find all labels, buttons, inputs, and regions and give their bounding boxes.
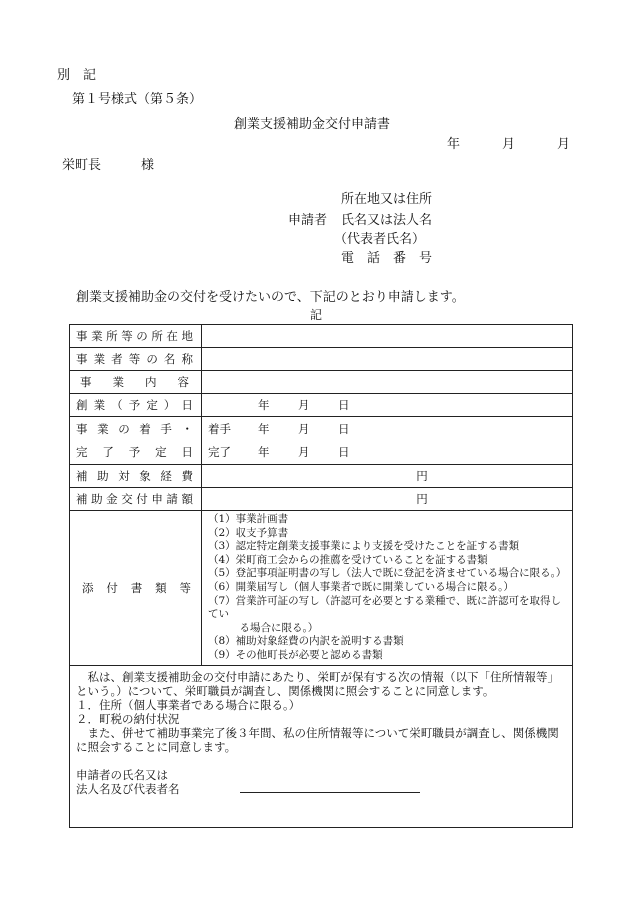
- list-item: る場合に限る。）: [208, 621, 319, 634]
- body-text: 創業支援補助金の交付を受けたいので、下記のとおり申請します。: [76, 290, 465, 305]
- table-row: [70, 511, 573, 666]
- end-date-field[interactable]: [202, 441, 573, 465]
- date-year: 年: [447, 137, 461, 152]
- business-content-label: 事業内容: [70, 371, 202, 394]
- consent-item-2: ２．町税の納付状況: [76, 711, 180, 726]
- list-item: （8）補助対象経費の内訳を説明する書類: [208, 635, 404, 648]
- cost-unit: 円: [416, 469, 428, 483]
- request-label: 補助金交付申請額: [70, 488, 202, 511]
- signature-label-2: 法人名及び代表者名: [76, 781, 180, 796]
- attachments-label: 添付書類等: [70, 511, 202, 666]
- location-field[interactable]: [202, 325, 573, 348]
- end-year: 年: [258, 445, 270, 460]
- consent-section: [70, 665, 573, 827]
- start-end-label-top: 事業の着手・: [70, 417, 202, 441]
- list-item: （9）その他町長が必要と認める書類: [208, 648, 383, 661]
- end-day: 日: [338, 445, 350, 460]
- cost-field[interactable]: [202, 465, 573, 488]
- addressee-suffix: 様: [141, 158, 155, 173]
- founding-date-field[interactable]: [202, 394, 573, 417]
- application-table: [69, 324, 573, 828]
- field-rep-label: （代表者氏名）: [334, 232, 426, 247]
- business-content-field[interactable]: [202, 371, 573, 394]
- list-item: （3）認定特定創業支援事業により支援を受けたことを証する書類: [208, 540, 520, 553]
- table-row: [70, 465, 573, 488]
- table-row: [70, 394, 573, 417]
- end-month: 月: [298, 445, 310, 460]
- page-title: 創業支援補助金交付申請書: [234, 117, 391, 132]
- list-item: （2）収支予算書: [208, 526, 289, 539]
- date-month: 月: [502, 137, 516, 152]
- start-date-field[interactable]: [202, 417, 573, 441]
- start-month: 月: [298, 421, 310, 436]
- start-prefix: 着手: [208, 421, 231, 436]
- addressee: [62, 154, 154, 173]
- start-year: 年: [258, 421, 270, 436]
- appendix-label: 別 記: [57, 68, 97, 83]
- request-unit: 円: [416, 492, 428, 506]
- date-day: 月: [557, 137, 571, 152]
- start-end-label-bottom: 完了予定日: [70, 441, 202, 465]
- end-prefix: 完了: [208, 445, 231, 460]
- signature-line[interactable]: [240, 792, 420, 793]
- request-field[interactable]: [202, 488, 573, 511]
- consent-paragraph-2: また、併せて補助事業完了後３年間、私の住所情報等について栄町職員が調査し、関係機関に照会することに同意します。: [76, 725, 559, 754]
- founding-date-label: 創業（予定）日: [70, 394, 202, 417]
- table-row: [70, 488, 573, 511]
- founding-month: 月: [298, 398, 310, 412]
- addressee-name: 栄町長: [62, 158, 102, 173]
- signature-label-1: 申請者の氏名又は: [76, 767, 168, 782]
- field-name-label: 氏名又は法人名: [341, 213, 433, 228]
- table-row: [70, 441, 573, 465]
- start-day: 日: [338, 421, 350, 436]
- business-name-label: 事業者等の名称: [70, 348, 202, 371]
- list-item: （4）栄町商工会からの推薦を受けていることを証する書類: [208, 553, 488, 566]
- attachments-list: [202, 511, 573, 666]
- table-row: [70, 665, 573, 827]
- field-address-label: 所在地又は住所: [341, 192, 433, 207]
- consent-paragraph-1: 私は、創業支援補助金の交付申請にあたり、栄町が保有する次の情報（以下「住所情報等」という。）について、栄町職員が調査し、関係機関に照会することに同意します。: [76, 669, 559, 698]
- table-row: [70, 348, 573, 371]
- list-item: （7）営業許可証の写し（許認可を必要とする業種で、既に許認可を取得してい: [208, 594, 561, 621]
- location-label: 事業所等の所在地: [70, 325, 202, 348]
- list-item: （1）事業計画書: [208, 513, 289, 525]
- list-item: （6）開業届写し（個人事業者で既に開業している場合に限る。）: [208, 580, 514, 593]
- table-row: [70, 417, 573, 441]
- business-name-field[interactable]: [202, 348, 573, 371]
- founding-day: 日: [338, 398, 350, 412]
- table-row: [70, 371, 573, 394]
- form-number: 第１号様式（第５条）: [72, 92, 203, 107]
- cost-label: 補助対象経費: [70, 465, 202, 488]
- table-row: [70, 325, 573, 348]
- list-item: （5）登記事項証明書の写し（法人で既に登記を済ませている場合に限る。）: [208, 567, 567, 580]
- consent-item-1: １．住所（個人事業者である場合に限る。）: [76, 697, 301, 712]
- founding-year: 年: [258, 398, 270, 412]
- application-date: [447, 133, 570, 152]
- applicant-label: 申請者: [288, 213, 328, 228]
- field-phone-label: 電 話 番 号: [341, 251, 433, 266]
- ki-label: 記: [310, 308, 323, 322]
